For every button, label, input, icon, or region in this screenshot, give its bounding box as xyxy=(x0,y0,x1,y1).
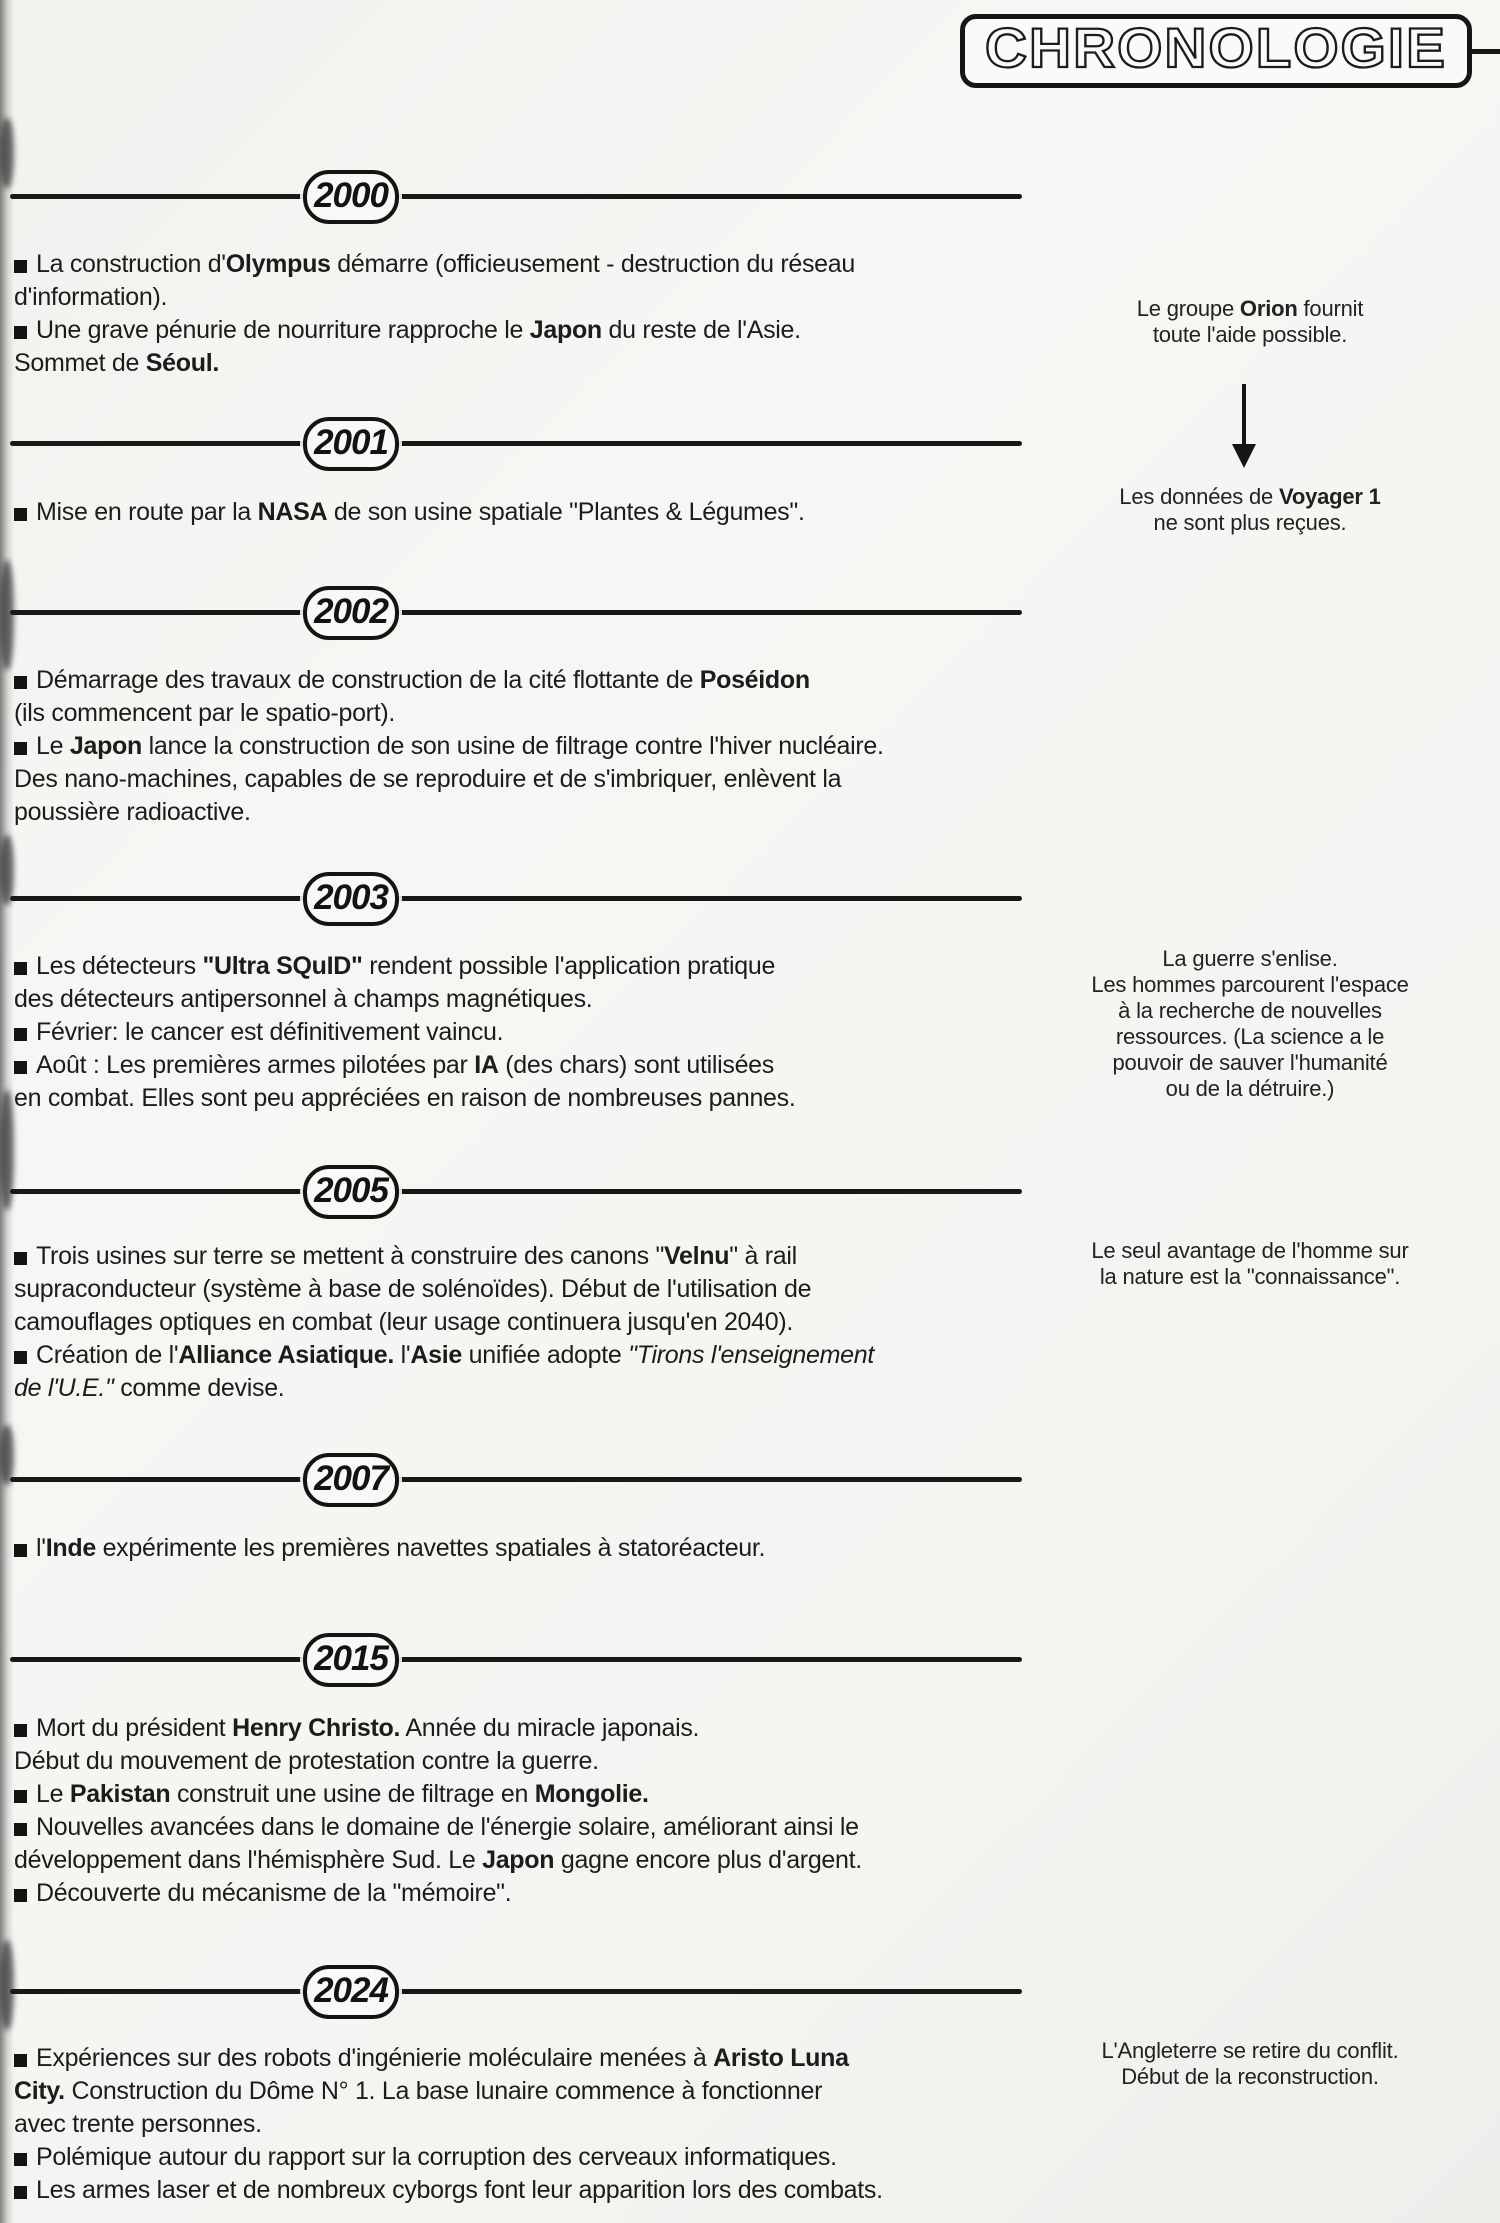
text-segment: Olympus xyxy=(225,250,331,278)
text-segment: Des nano-machines, capables de se reproduire et de s'imbriquer, enlèvent la xyxy=(14,765,842,793)
event-line xyxy=(14,1016,1024,1049)
text-segment: de l'U.E." xyxy=(14,1374,114,1402)
note-line xyxy=(1030,2064,1470,2090)
text-segment: Le groupe xyxy=(1136,296,1240,321)
text-segment: en combat. Elles sont peu appréciées en raison de nombreuses pannes. xyxy=(14,1084,796,1112)
text-segment: Mort du président xyxy=(36,1714,233,1742)
text-segment: Année du miracle japonais. xyxy=(400,1714,700,1742)
text-segment: la nature est la "connaissance". xyxy=(1099,1264,1401,1289)
text-segment: démarre (officieusement - destruction du réseau xyxy=(330,250,855,278)
events-2007 xyxy=(14,1532,1024,1565)
bullet-icon xyxy=(14,676,27,689)
text-segment: Pakistan xyxy=(69,1780,171,1808)
event-line xyxy=(14,314,1024,347)
text-segment: "Ultra SQuID" xyxy=(202,952,363,980)
bullet-icon xyxy=(14,1028,27,1041)
event-line xyxy=(14,281,1024,314)
text-segment: lance la construction de son usine de filtrage contre l'hiver nucléaire. xyxy=(141,732,884,760)
text-segment: Inde xyxy=(45,1534,96,1562)
note-line xyxy=(1030,322,1470,348)
text-segment: Mongolie. xyxy=(534,1780,649,1808)
note-line xyxy=(1030,510,1470,536)
events-2003 xyxy=(14,950,1024,1115)
text-segment: Velnu xyxy=(664,1242,730,1270)
text-segment: développement dans l'hémisphère Sud. Le xyxy=(14,1846,483,1874)
text-segment: comme devise. xyxy=(113,1374,285,1402)
text-segment: Début de la reconstruction. xyxy=(1121,2064,1379,2089)
events-2000 xyxy=(14,248,1024,380)
side-note-guerre xyxy=(1030,946,1470,1102)
bullet-icon xyxy=(14,1790,27,1803)
arrow-shaft xyxy=(1242,384,1246,446)
year-badge-2003 xyxy=(303,872,399,926)
note-line xyxy=(1030,1264,1470,1290)
side-note-avantage xyxy=(1030,1238,1470,1290)
title-connector-line xyxy=(1468,49,1500,54)
year-badge-2024 xyxy=(303,1965,399,2019)
text-segment: Août : Les premières armes pilotées par xyxy=(36,1051,475,1079)
text-segment: L'Angleterre se retire du conflit. xyxy=(1101,2038,1399,2063)
text-segment: Les données de xyxy=(1119,484,1279,509)
bullet-icon xyxy=(14,1351,27,1364)
text-segment: Trois usines sur terre se mettent à construire des canons " xyxy=(36,1242,665,1270)
year-label: 2024 xyxy=(314,1971,388,2010)
text-segment: Polémique autour du rapport sur la corruption des cerveaux informatiques. xyxy=(36,2143,837,2171)
text-segment: camouflages optiques en combat (leur usage continuera jusqu'en 2040). xyxy=(14,1308,794,1336)
event-line xyxy=(14,2042,1024,2075)
event-line xyxy=(14,1306,1024,1339)
text-segment: (ils commencent par le spatio-port). xyxy=(14,699,396,727)
text-segment: La guerre s'enlise. xyxy=(1162,946,1338,971)
scan-edge-smudge xyxy=(0,118,14,188)
note-line xyxy=(1030,1024,1470,1050)
year-badge-2005 xyxy=(303,1165,399,1219)
down-arrow-icon xyxy=(1231,384,1257,472)
bullet-icon xyxy=(14,1724,27,1737)
side-note-voyager xyxy=(1030,484,1470,536)
note-line xyxy=(1030,484,1470,510)
event-line xyxy=(14,950,1024,983)
year-badge-2001 xyxy=(303,417,399,471)
text-segment: Expériences sur des robots d'ingénierie moléculaire menées à xyxy=(36,2044,714,2072)
timeline-line-2007 xyxy=(10,1477,1022,1482)
text-segment: Une grave pénurie de nourriture rapproche le xyxy=(36,316,530,344)
bullet-icon xyxy=(14,326,27,339)
arrow-head xyxy=(1232,444,1256,468)
events-2002 xyxy=(14,664,1024,829)
event-line xyxy=(14,1273,1024,1306)
text-segment: Japon xyxy=(69,732,142,760)
event-line xyxy=(14,763,1024,796)
text-segment: Février: le cancer est définitivement vaincu. xyxy=(36,1018,504,1046)
events-2015 xyxy=(14,1712,1024,1910)
text-segment: Sommet de xyxy=(14,349,146,377)
event-line xyxy=(14,1339,1024,1372)
year-label: 2007 xyxy=(314,1459,388,1498)
text-segment: à la recherche de nouvelles xyxy=(1118,998,1382,1023)
year-badge-2007 xyxy=(303,1453,399,1507)
bullet-icon xyxy=(14,1889,27,1902)
note-line xyxy=(1030,1076,1470,1102)
event-line xyxy=(14,1745,1024,1778)
text-segment: Alliance Asiatique. xyxy=(178,1341,394,1369)
timeline-line-2002 xyxy=(10,610,1022,615)
side-note-angleterre xyxy=(1030,2038,1470,2090)
text-segment: Les détecteurs xyxy=(36,952,203,980)
text-segment: construit une usine de filtrage en xyxy=(170,1780,535,1808)
bullet-icon xyxy=(14,1544,27,1557)
text-segment: l' xyxy=(36,1534,46,1562)
note-line xyxy=(1030,1238,1470,1264)
text-segment: Asie xyxy=(410,1341,462,1369)
event-line xyxy=(14,730,1024,763)
year-label: 2003 xyxy=(314,878,388,917)
text-segment: expérimente les premières navettes spatiales à statoréacteur. xyxy=(95,1534,766,1562)
event-line xyxy=(14,1372,1024,1405)
page-title: CHRONOLOGIE xyxy=(985,19,1447,79)
text-segment: Début du mouvement de protestation contre la guerre. xyxy=(14,1747,599,1775)
scan-edge-smudge xyxy=(0,1425,14,1485)
text-segment: La construction d' xyxy=(36,250,226,278)
event-line xyxy=(14,1082,1024,1115)
text-segment: poussière radioactive. xyxy=(14,798,251,826)
text-segment: gagne encore plus d'argent. xyxy=(554,1846,862,1874)
text-segment: des détecteurs antipersonnel à champs magnétiques. xyxy=(14,985,593,1013)
text-segment: ne sont plus reçues. xyxy=(1153,510,1347,535)
bullet-icon xyxy=(14,1252,27,1265)
text-segment: IA xyxy=(474,1051,499,1079)
text-segment: Poséidon xyxy=(699,666,810,694)
event-line xyxy=(14,2108,1024,2141)
scan-edge-smudge xyxy=(0,560,14,670)
text-segment: "Tirons l'enseignement xyxy=(628,1341,874,1369)
text-segment: City. xyxy=(14,2077,65,2105)
events-2005 xyxy=(14,1240,1024,1405)
timeline-line-2003 xyxy=(10,896,1022,901)
bullet-icon xyxy=(14,2153,27,2166)
text-segment: Création de l' xyxy=(36,1341,179,1369)
events-2024 xyxy=(14,2042,1024,2207)
timeline-line-2005 xyxy=(10,1189,1022,1194)
event-line xyxy=(14,697,1024,730)
text-segment: Mise en route par la xyxy=(36,498,258,526)
event-line xyxy=(14,1049,1024,1082)
text-segment: Aristo Luna xyxy=(713,2044,849,2072)
event-line xyxy=(14,1811,1024,1844)
event-line xyxy=(14,664,1024,697)
year-label: 2015 xyxy=(314,1639,388,1678)
timeline-line-2015 xyxy=(10,1657,1022,1662)
timeline-line-2001 xyxy=(10,441,1022,446)
year-badge-2015 xyxy=(303,1633,399,1687)
bullet-icon xyxy=(14,1823,27,1836)
text-segment: ou de la détruire.) xyxy=(1165,1076,1335,1101)
year-badge-2002 xyxy=(303,586,399,640)
text-segment: supraconducteur (système à base de solénoïdes). Début de l'utilisation de xyxy=(14,1275,812,1303)
title-box xyxy=(960,14,1472,88)
event-line xyxy=(14,1844,1024,1877)
year-label: 2000 xyxy=(314,176,388,215)
bullet-icon xyxy=(14,1061,27,1074)
event-line xyxy=(14,1532,1024,1565)
timeline-line-2024 xyxy=(10,1989,1022,1994)
event-line xyxy=(14,1877,1024,1910)
text-segment: Les hommes parcourent l'espace xyxy=(1091,972,1409,997)
event-line xyxy=(14,983,1024,1016)
text-segment: Démarrage des travaux de construction de la cité flottante de xyxy=(36,666,700,694)
text-segment: pouvoir de sauver l'humanité xyxy=(1112,1050,1388,1075)
bullet-icon xyxy=(14,260,27,273)
note-line xyxy=(1030,972,1470,998)
text-segment: NASA xyxy=(257,498,328,526)
text-segment: Nouvelles avancées dans le domaine de l'énergie solaire, améliorant ainsi le xyxy=(36,1813,859,1841)
event-line xyxy=(14,1778,1024,1811)
bullet-icon xyxy=(14,742,27,755)
year-label: 2002 xyxy=(314,592,388,631)
text-segment: Voyager 1 xyxy=(1278,484,1381,509)
text-segment: " à rail xyxy=(729,1242,797,1270)
text-segment: Séoul. xyxy=(145,349,219,377)
bullet-icon xyxy=(14,508,27,521)
text-segment: rendent possible l'application pratique xyxy=(362,952,776,980)
text-segment: unifiée adopte xyxy=(461,1341,629,1369)
text-segment: Orion xyxy=(1239,296,1298,321)
text-segment: Découverte du mécanisme de la "mémoire". xyxy=(36,1879,512,1907)
note-line xyxy=(1030,998,1470,1024)
year-label: 2001 xyxy=(314,423,388,462)
event-line xyxy=(14,1240,1024,1273)
title-outline-text xyxy=(968,19,1464,83)
event-line xyxy=(14,248,1024,281)
text-segment: Le seul avantage de l'homme sur xyxy=(1091,1238,1409,1263)
bullet-icon xyxy=(14,962,27,975)
text-segment: l' xyxy=(394,1341,411,1369)
event-line xyxy=(14,1712,1024,1745)
text-segment: Japon xyxy=(529,316,602,344)
note-line xyxy=(1030,1050,1470,1076)
event-line xyxy=(14,2141,1024,2174)
year-badge-2000 xyxy=(303,170,399,224)
side-note-orion xyxy=(1030,296,1470,348)
text-segment: Les armes laser et de nombreux cyborgs font leur apparition lors des combats. xyxy=(36,2176,883,2204)
note-line xyxy=(1030,2038,1470,2064)
text-segment: Le xyxy=(36,1780,70,1808)
text-segment: du reste de l'Asie. xyxy=(601,316,801,344)
text-segment: fournit xyxy=(1297,296,1364,321)
timeline-line-2000 xyxy=(10,194,1022,199)
event-line xyxy=(14,2174,1024,2207)
text-segment: d'information). xyxy=(14,283,168,311)
events-2001 xyxy=(14,496,1024,529)
bullet-icon xyxy=(14,2054,27,2067)
scan-edge-smudge xyxy=(0,835,14,905)
text-segment: (des chars) sont utilisées xyxy=(498,1051,774,1079)
text-segment: de son usine spatiale "Plantes & Légumes". xyxy=(327,498,805,526)
note-line xyxy=(1030,296,1470,322)
event-line xyxy=(14,347,1024,380)
text-segment: Henry Christo. xyxy=(232,1714,401,1742)
year-label: 2005 xyxy=(314,1171,388,1210)
note-line xyxy=(1030,946,1470,972)
bullet-icon xyxy=(14,2186,27,2199)
text-segment: ressources. (La science a le xyxy=(1115,1024,1385,1049)
text-segment: Le xyxy=(36,732,70,760)
scan-edge-smudge xyxy=(0,1940,14,2030)
text-segment: Japon xyxy=(482,1846,555,1874)
event-line xyxy=(14,796,1024,829)
text-segment: Construction du Dôme N° 1. La base lunaire commence à fonctionner xyxy=(64,2077,823,2105)
event-line xyxy=(14,496,1024,529)
text-segment: toute l'aide possible. xyxy=(1152,322,1348,347)
event-line xyxy=(14,2075,1024,2108)
text-segment: avec trente personnes. xyxy=(14,2110,262,2138)
